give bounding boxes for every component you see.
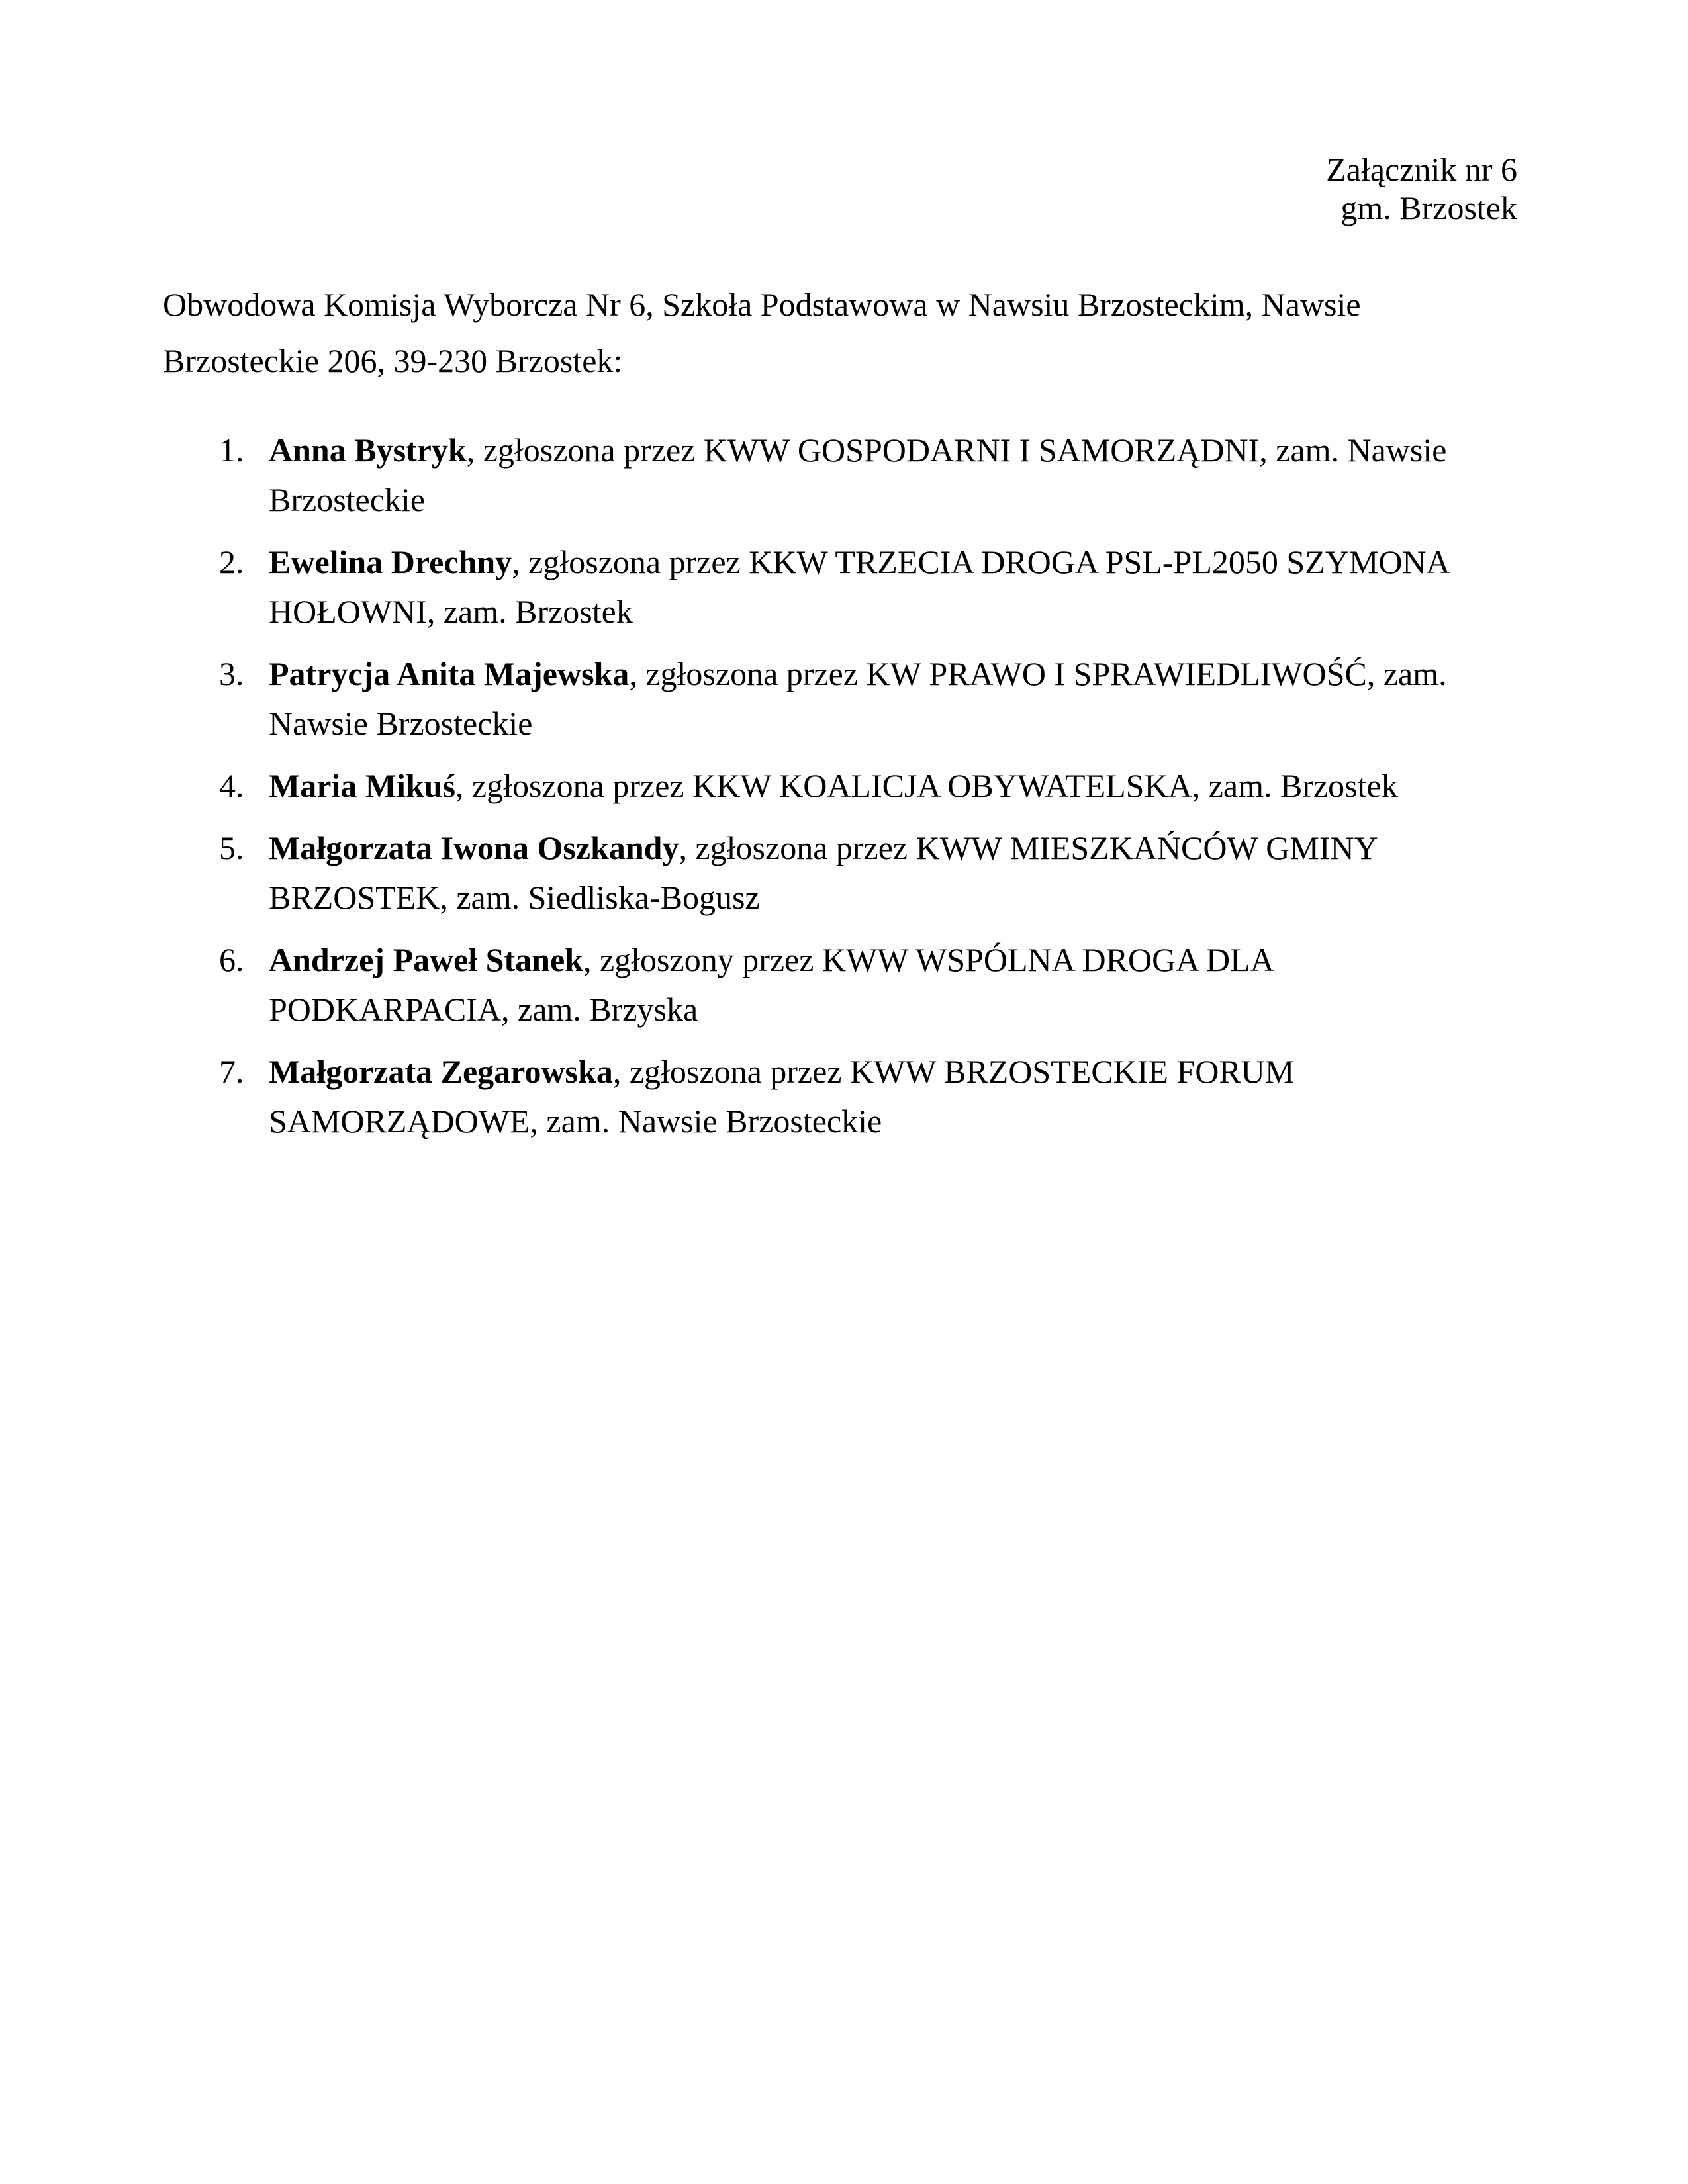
member-entry <box>269 537 1517 637</box>
member-row-3 <box>219 649 1517 749</box>
member-number: 5. <box>219 829 244 866</box>
member-details: , zgłoszona przez KW PRAWO I SPRAWIEDLIWOŚĆ, zam. Nawsie Brzosteckie <box>269 655 1447 742</box>
member-name: Ewelina Drechny <box>269 543 512 580</box>
member-entry <box>269 426 1517 525</box>
member-row-5 <box>219 823 1517 923</box>
member-details: , zgłoszona przez KKW KOALICJA OBYWATELSKA, zam. Brzostek <box>455 767 1398 804</box>
member-entry <box>269 935 1517 1034</box>
member-row-6 <box>219 935 1517 1034</box>
member-list <box>163 426 1517 1146</box>
member-details: , zgłoszona przez KKW TRZECIA DROGA PSL-PL2050 SZYMONA HOŁOWNI, zam. Brzostek <box>269 543 1448 630</box>
member-row-1 <box>219 426 1517 525</box>
member-number: 4. <box>219 767 244 804</box>
municipality-label: gm. Brzostek <box>1340 189 1517 226</box>
commission-intro: Obwodowa Komisja Wyborcza Nr 6, Szkoła Podstawowa w Nawsiu Brzosteckim, Nawsie Brzosteckie 206, 39-230 Brzostek: <box>163 286 1361 379</box>
member-number: 6. <box>219 941 244 978</box>
member-number: 1. <box>219 432 244 469</box>
member-details: , zgłoszona przez KWW BRZOSTECKIE FORUM SAMORZĄDOWE, zam. Nawsie Brzosteckie <box>269 1053 1295 1140</box>
member-number: 3. <box>219 655 244 692</box>
attachment-label: Załącznik nr 6 <box>1326 151 1517 188</box>
member-entry <box>269 1047 1517 1146</box>
member-details: , zgłoszona przez KWW MIESZKAŃCÓW GMINY BRZOSTEK, zam. Siedliska-Bogusz <box>269 829 1377 916</box>
member-name: Małgorzata Zegarowska <box>269 1053 613 1090</box>
member-row-7 <box>219 1047 1517 1146</box>
member-row-4 <box>219 761 1517 811</box>
member-details: , zgłoszona przez KWW GOSPODARNI I SAMORZĄDNI, zam. Nawsie Brzosteckie <box>269 432 1447 518</box>
member-entry <box>269 823 1517 923</box>
member-details: , zgłoszony przez KWW WSPÓLNA DROGA DLA PODKARPACIA, zam. Brzyska <box>269 941 1273 1028</box>
member-entry <box>269 649 1517 749</box>
member-name: Anna Bystryk <box>269 432 467 469</box>
member-name: Andrzej Paweł Stanek <box>269 941 583 978</box>
member-name: Patrycja Anita Majewska <box>269 655 630 692</box>
member-name: Maria Mikuś <box>269 767 455 804</box>
document-header <box>163 151 1517 227</box>
member-name: Małgorzata Iwona Oszkandy <box>269 829 679 866</box>
member-number: 7. <box>219 1053 244 1090</box>
member-row-2 <box>219 537 1517 637</box>
member-entry <box>269 761 1517 811</box>
member-number: 2. <box>219 543 244 580</box>
